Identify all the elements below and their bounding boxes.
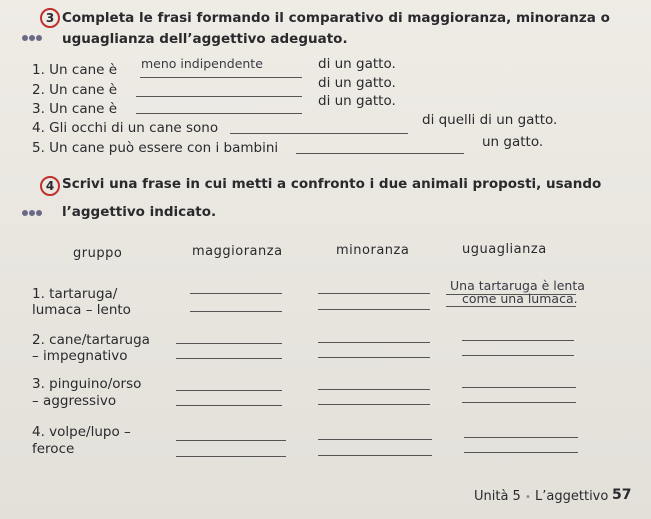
ex3-item-2-lead: 2. Un cane è	[32, 82, 118, 98]
ex3-item-3-lead: 3. Un cane è	[32, 101, 118, 117]
footer-unit	[474, 489, 608, 504]
exercise-3-instruction-line2: uguaglianza dell’aggettivo adeguato.	[62, 31, 348, 47]
ex4-row-3-majority-line[interactable]	[176, 405, 282, 406]
ex4-row-3-group-line1: 3. pinguino/orso	[32, 376, 142, 392]
ex4-row-2-equality-line[interactable]	[462, 355, 574, 356]
ex3-item-4-lead: 4. Gli occhi di un cane sono	[32, 120, 219, 136]
ex3-item-3-tail: di un gatto.	[318, 93, 396, 109]
ex3-item-1-lead: 1. Un cane è	[32, 62, 118, 78]
ex4-row-1-majority-line[interactable]	[190, 293, 282, 294]
ex4-row-1-group-line2: lumaca – lento	[32, 302, 131, 318]
ex3-item-5-tail: un gatto.	[482, 134, 544, 150]
ex4-row-4-equality-line[interactable]	[464, 437, 578, 438]
ex4-row-3-equality-line[interactable]	[462, 402, 576, 403]
ex4-row-1-equality-answer-line1: Una tartaruga è lenta	[450, 278, 585, 293]
ex4-row-2-group-line1: 2. cane/tartaruga	[32, 332, 150, 348]
footer-topic: L’aggettivo	[535, 489, 609, 504]
ex4-row-2-majority-line[interactable]	[176, 343, 282, 344]
ex3-item-2-tail: di un gatto.	[318, 75, 396, 91]
ex4-row-4-minority-line[interactable]	[318, 439, 432, 440]
footer-separator: •	[524, 492, 531, 503]
page-number: 57	[612, 487, 632, 503]
difficulty-dots-icon	[22, 210, 42, 216]
ex4-row-2-group-line2: – impegnativo	[32, 348, 128, 364]
ex4-row-4-group-line2: feroce	[32, 441, 75, 457]
footer-unit-label: Unità 5	[474, 489, 521, 504]
ex4-row-4-majority-line[interactable]	[176, 440, 286, 441]
ex4-row-2-minority-line[interactable]	[318, 357, 430, 358]
column-header-group: gruppo	[73, 246, 123, 261]
ex3-item-2-answer-line[interactable]	[136, 96, 302, 97]
ex3-item-5-answer-line[interactable]	[296, 153, 464, 154]
ex3-item-1-answer-line[interactable]	[140, 77, 302, 78]
ex4-row-4-majority-line[interactable]	[176, 456, 286, 457]
ex4-row-4-minority-line[interactable]	[318, 455, 432, 456]
ex4-row-3-minority-line[interactable]	[318, 389, 430, 390]
ex4-row-1-group-line1: 1. tartaruga/	[32, 286, 118, 302]
exercise-4-number: 4	[40, 176, 60, 196]
ex3-item-1-answer: meno indipendente	[141, 56, 263, 71]
exercise-3-instruction-line1: Completa le frasi formando il comparativo di maggioranza, minoranza o	[62, 10, 610, 26]
ex3-item-4-answer-line[interactable]	[230, 133, 408, 134]
ex4-row-1-equality-line[interactable]	[446, 306, 576, 307]
ex3-item-1-tail: di un gatto.	[318, 56, 396, 72]
column-header-minority: minoranza	[336, 243, 410, 258]
difficulty-dots-icon	[22, 35, 42, 41]
ex3-item-3-answer-line[interactable]	[136, 113, 302, 114]
ex4-row-1-equality-answer-line2: come una lumaca.	[462, 291, 578, 306]
ex3-item-4-tail: di quelli di un gatto.	[422, 112, 558, 128]
ex4-row-3-minority-line[interactable]	[318, 404, 430, 405]
ex4-row-3-equality-line[interactable]	[462, 387, 576, 388]
ex4-row-3-group-line2: – aggressivo	[32, 393, 117, 409]
ex4-row-4-equality-line[interactable]	[464, 452, 578, 453]
exercise-4-instruction-line1: Scrivi una frase in cui metti a confronto i due animali proposti, usando	[62, 176, 602, 192]
ex4-row-2-majority-line[interactable]	[176, 358, 282, 359]
ex4-row-1-majority-line[interactable]	[190, 311, 282, 312]
ex3-item-5-lead: 5. Un cane può essere con i bambini	[32, 140, 279, 156]
column-header-equality: uguaglianza	[462, 242, 547, 257]
ex4-row-2-minority-line[interactable]	[318, 342, 430, 343]
exercise-4-instruction-line2: l’aggettivo indicato.	[62, 204, 217, 220]
ex4-row-1-minority-line[interactable]	[318, 309, 430, 310]
ex4-row-1-minority-line[interactable]	[318, 293, 430, 294]
ex4-row-2-equality-line[interactable]	[462, 340, 574, 341]
ex4-row-4-group-line1: 4. volpe/lupo –	[32, 424, 131, 440]
exercise-3-number: 3	[40, 8, 60, 28]
ex4-row-3-majority-line[interactable]	[176, 390, 282, 391]
column-header-majority: maggioranza	[192, 244, 283, 259]
